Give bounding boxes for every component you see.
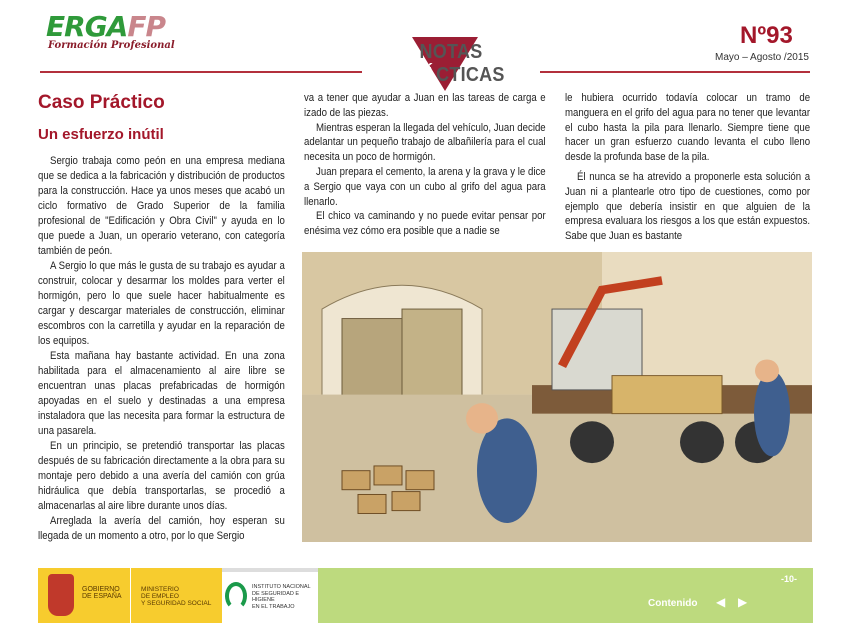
gov-line: GOBIERNO bbox=[82, 586, 120, 593]
worker-juan bbox=[754, 371, 790, 457]
paragraph: Juan prepara el cemento, la arena y la grava y le dice a Sergio que vaya con un cubo al grifo del agua para llenarlo. bbox=[304, 165, 546, 208]
logo-primary: ERGA bbox=[46, 10, 128, 43]
contents-link[interactable]: Contenido bbox=[648, 598, 698, 609]
insht-text bbox=[252, 584, 318, 610]
paragraph: Él nunca se ha atrevido a proponerle esta solución a Juan ni a plantearle otro tipo de cuestiones, como por ejemplo que debería insistir en que alguien de la empresa evaluara los riesgos a los que están expuestos. Sabe que Juan es bastante bbox=[565, 170, 811, 243]
paragraph: El chico va caminando y no puede evitar pensar por enésima vez cómo era posible que a nadie se bbox=[304, 210, 546, 238]
worker-head bbox=[466, 403, 498, 433]
issue-date: Mayo – Agosto /2015 bbox=[715, 52, 809, 63]
logo-subtitle: Formación Profesional bbox=[48, 40, 175, 51]
column-2 bbox=[304, 91, 546, 239]
section-title-a: NOTAS bbox=[419, 41, 483, 63]
column-3 bbox=[565, 91, 810, 244]
paragraph: A Sergio lo que más le gusta de su trabajo es ayudar a construir, colocar y desarmar los moldes para verter el hormigón, pero lo que suele hacer habitualmente es cargar y descargar materiales de construcción, eliminar escombros con la carretilla y ayudar en la reparación de los equipos. bbox=[38, 260, 285, 347]
insht-line: INSTITUTO NACIONAL bbox=[252, 584, 311, 590]
insht-line: DE SEGURIDAD E HIGIENE bbox=[252, 590, 300, 603]
cargo-boxes bbox=[612, 376, 722, 414]
paragraph: Esta mañana hay bastante actividad. En una zona habilitada para el almacenamiento al aire libre se encuentran unas placas prefabricadas de hormigón apoyadas en el suelo y destinadas a una empresa instaladora que las necesita para formar la estructura de una pasarela. bbox=[38, 350, 285, 437]
article-subtitle: Un esfuerzo inútil bbox=[38, 126, 164, 143]
section-title bbox=[371, 41, 531, 87]
ministerio-logo bbox=[131, 568, 222, 623]
prev-page-icon[interactable]: ◀ bbox=[716, 595, 726, 609]
paragraph: Arreglada la avería del camión, hoy esperan su llegada de un momento a otro, por lo que Sergio bbox=[38, 515, 285, 542]
insht-line: EN EL TRABAJO bbox=[252, 603, 295, 610]
ministry-line: DE EMPLEO bbox=[141, 593, 179, 600]
logo-secondary: FP bbox=[127, 10, 165, 43]
article-title: Caso Práctico bbox=[38, 92, 165, 113]
paragraph: Sergio trabaja como peón en una empresa mediana que se dedica a la fabricación y distribución de productos para la construcción. Hace ya unos meses que acabó un ciclo formativo de Grado Superior de la familia profesional de "Edificación y Obra Civil" y ayuda en lo que puede a Juan, un operario veterano, con categoría también de peón. bbox=[38, 155, 285, 257]
pallet-stack bbox=[402, 309, 462, 404]
footer-nav-bar bbox=[318, 568, 813, 623]
gov-text bbox=[82, 586, 122, 600]
insht-icon bbox=[225, 582, 247, 610]
illustration-construction-scene bbox=[302, 252, 812, 542]
pallet-stack bbox=[342, 319, 402, 405]
paragraph: Mientras esperan la llegada del vehículo, Juan decide adelantar un pequeño trabajo de albañilería para el cual necesita un poco de hormigón. bbox=[304, 121, 546, 164]
insht-logo bbox=[222, 568, 318, 623]
ministry-text bbox=[141, 586, 211, 607]
issue-number: Nº93 bbox=[740, 22, 793, 49]
truck-wheel bbox=[570, 421, 614, 463]
ministry-line: Y SEGURIDAD SOCIAL bbox=[141, 600, 212, 607]
coat-of-arms-icon bbox=[48, 574, 74, 616]
truck-wheel bbox=[680, 421, 724, 463]
gobierno-espana-logo bbox=[38, 568, 130, 623]
ergafp-logo bbox=[46, 12, 165, 42]
column-1 bbox=[38, 154, 285, 544]
section-title-b: PRÁ bbox=[397, 64, 437, 86]
worker-sergio bbox=[477, 418, 537, 523]
header-rule-left bbox=[40, 71, 362, 73]
paragraph: va a tener que ayudar a Juan en las tareas de carga e izado de las piezas. bbox=[304, 92, 546, 119]
ministry-line: MINISTERIO bbox=[141, 586, 179, 593]
paragraph: En un principio, se pretendió transportar las placas después de su fabricación directamente a la obra para su montaje pero debido a una avería del camión con grúa hidráulica que debía transportarlas, se procedió a almacenarlas al aire libre durante unos días. bbox=[38, 440, 285, 512]
worker-head bbox=[755, 359, 779, 382]
paragraph: le hubiera ocurrido todavía colocar un tramo de manguera en el grifo del agua para no tener que levantar el cubo hasta la pila para llenarlo. Siempre tiene que hacer un gran esfuerzo cuando levanta el cubo lleno desde la profunda base de la pila. bbox=[565, 92, 811, 164]
section-title-c: CTICAS bbox=[436, 64, 505, 86]
next-page-icon[interactable]: ▶ bbox=[738, 595, 748, 609]
header-rule-right bbox=[540, 71, 810, 73]
gov-line: DE ESPAÑA bbox=[82, 593, 122, 600]
page-number: -10- bbox=[780, 574, 797, 584]
